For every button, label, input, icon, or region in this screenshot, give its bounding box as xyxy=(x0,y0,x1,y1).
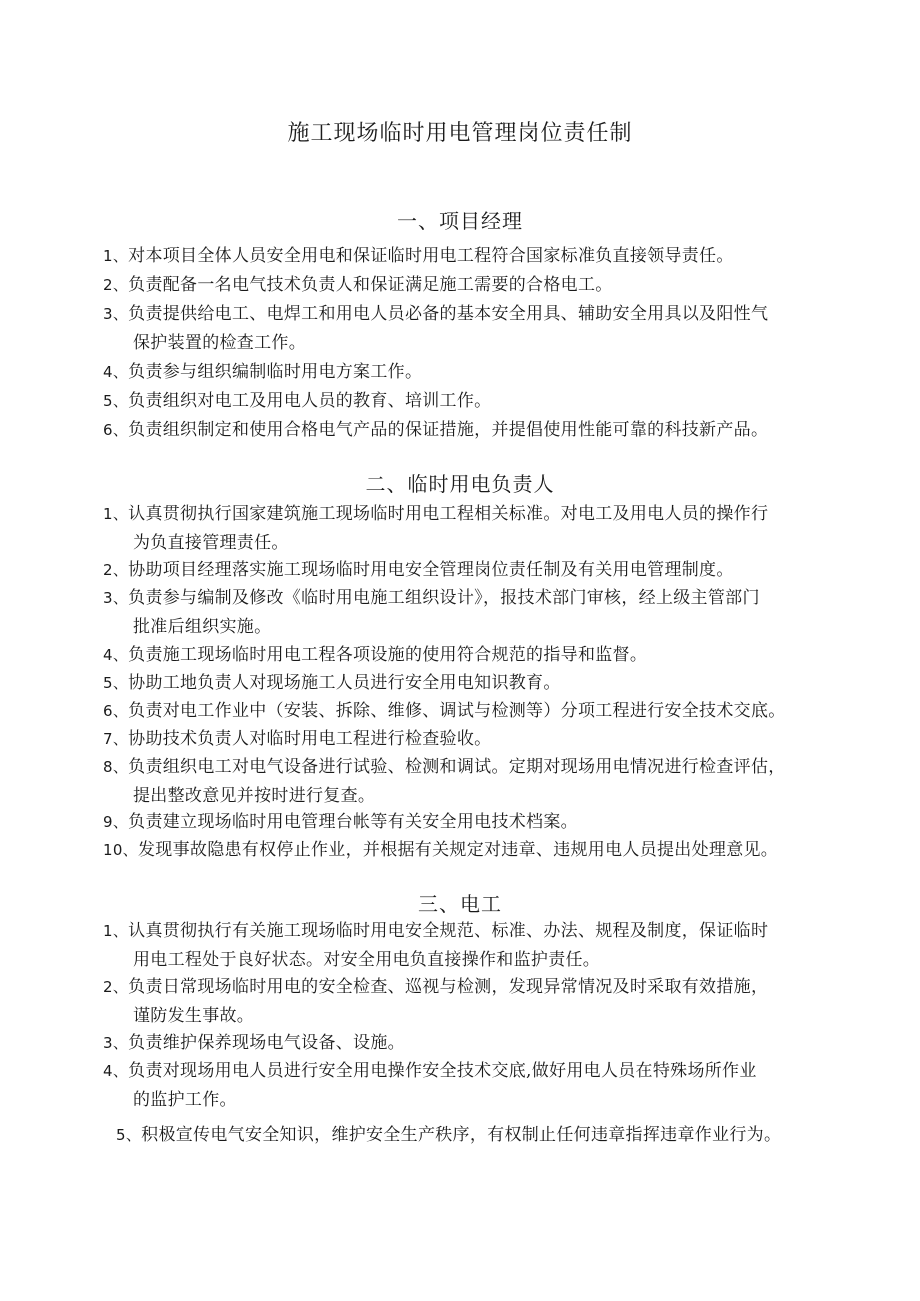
item-number: 1、 xyxy=(103,922,129,940)
item-number: 3、 xyxy=(103,1034,129,1052)
item-text: 负责配备一名电气技术负责人和保证满足施工需要的合格电工。 xyxy=(128,275,613,295)
item-text: 负责组织电工对电气设备进行试验、检测和调试。定期对现场用电情况进行检查评估， xyxy=(128,757,786,777)
item-number: 10、 xyxy=(103,841,138,859)
list-item xyxy=(103,669,833,698)
list-item xyxy=(103,1057,833,1115)
item-number: 6、 xyxy=(103,702,129,720)
list-item xyxy=(103,973,833,1031)
item-number: 3、 xyxy=(103,589,129,607)
item-text-continued: 提出整改意见并按时进行复查。 xyxy=(133,786,376,806)
item-text: 积极宣传电气安全知识，维护安全生产秩序，有权制止任何违章指挥违章作业行为。 xyxy=(141,1125,782,1145)
item-text: 负责对现场用电人员进行安全用电操作安全技术交底,做好用电人员在特殊场所作业 xyxy=(128,1061,757,1081)
list-item xyxy=(103,836,833,865)
item-text: 负责维护保养现场电气设备、设施。 xyxy=(128,1033,405,1053)
list-item xyxy=(103,753,833,811)
document-title: 施工现场临时用电管理岗位责任制 xyxy=(287,121,633,146)
item-number: 2、 xyxy=(103,561,129,579)
item-text: 负责建立现场临时用电管理台帐等有关安全用电技术档案。 xyxy=(128,812,578,832)
list-item xyxy=(103,697,833,726)
item-number: 2、 xyxy=(103,276,129,294)
section-heading-temp-power-lead: 二、临时用电负责人 xyxy=(365,472,555,496)
item-number: 1、 xyxy=(103,247,129,265)
list-item xyxy=(103,358,833,387)
section-heading-electrician: 三、电工 xyxy=(418,892,502,916)
item-text: 负责日常现场临时用电的安全检查、巡视与检测，发现异常情况及时采取有效措施， xyxy=(128,977,769,997)
list-item xyxy=(103,556,833,585)
item-number: 3、 xyxy=(103,305,129,323)
list-item xyxy=(103,584,833,642)
item-text: 认真贯彻执行国家建筑施工现场临时用电工程相关标准。对电工及用电人员的操作行 xyxy=(128,504,769,524)
item-text-continued: 批准后组织实施。 xyxy=(133,617,272,637)
list-item xyxy=(103,1029,833,1058)
item-text-continued: 用电工程处于良好状态。对安全用电负直接操作和监护责任。 xyxy=(133,950,601,970)
list-item xyxy=(103,416,833,445)
item-text-continued: 保护装置的检查工作。 xyxy=(133,333,306,353)
item-text: 发现事故隐患有权停止作业，并根据有关规定对违章、违规用电人员提出处理意见。 xyxy=(138,840,779,860)
list-item xyxy=(103,300,833,358)
section-heading-project-manager: 一、项目经理 xyxy=(397,209,523,233)
item-number: 1、 xyxy=(103,505,129,523)
item-text: 协助技术负责人对临时用电工程进行检查验收。 xyxy=(128,729,492,749)
item-text-continued: 的监护工作。 xyxy=(133,1090,237,1110)
item-number: 9、 xyxy=(103,813,129,831)
item-text: 对本项目全体人员安全用电和保证临时用电工程符合国家标准负直接领导责任。 xyxy=(128,246,734,266)
item-number: 8、 xyxy=(103,758,129,776)
list-item xyxy=(103,271,833,300)
item-text: 负责对电工作业中（安装、拆除、维修、调试与检测等）分项工程进行安全技术交底。 xyxy=(128,701,786,721)
item-text: 负责施工现场临时用电工程各项设施的使用符合规范的指导和监督。 xyxy=(128,645,648,665)
list-item xyxy=(103,641,833,670)
item-text-continued: 谨防发生事故。 xyxy=(133,1006,255,1026)
item-text: 负责参与组织编制临时用电方案工作。 xyxy=(128,362,423,382)
item-number: 2、 xyxy=(103,978,129,996)
item-number: 6、 xyxy=(103,421,129,439)
list-item xyxy=(103,242,833,271)
item-number: 7、 xyxy=(103,730,129,748)
list-item xyxy=(103,500,833,558)
item-text: 负责参与编制及修改《临时用电施工组织设计》，报技术部门审核，经上级主管部门 xyxy=(128,588,760,608)
list-item xyxy=(103,725,833,754)
item-text: 认真贯彻执行有关施工现场临时用电安全规范、标准、办法、规程及制度，保证临时 xyxy=(128,921,769,941)
item-text: 协助工地负责人对现场施工人员进行安全用电知识教育。 xyxy=(128,673,561,693)
item-text-continued: 为负直接管理责任。 xyxy=(133,533,289,553)
item-text: 负责组织对电工及用电人员的教育、培训工作。 xyxy=(128,391,492,411)
item-number: 5、 xyxy=(103,392,129,410)
item-number: 5、 xyxy=(116,1126,142,1144)
list-item xyxy=(103,808,833,837)
item-number: 4、 xyxy=(103,646,129,664)
item-number: 5、 xyxy=(103,674,129,692)
item-text: 负责提供给电工、电焊工和用电人员必备的基本安全用具、辅助安全用具以及阳性气 xyxy=(128,304,769,324)
item-text: 协助项目经理落实施工现场临时用电安全管理岗位责任制及有关用电管理制度。 xyxy=(128,560,734,580)
list-item xyxy=(103,387,833,416)
item-text: 负责组织制定和使用合格电气产品的保证措施，并提倡使用性能可靠的科技新产品。 xyxy=(128,420,769,440)
list-item xyxy=(103,917,833,975)
list-item xyxy=(116,1121,846,1150)
item-number: 4、 xyxy=(103,363,129,381)
item-number: 4、 xyxy=(103,1062,129,1080)
